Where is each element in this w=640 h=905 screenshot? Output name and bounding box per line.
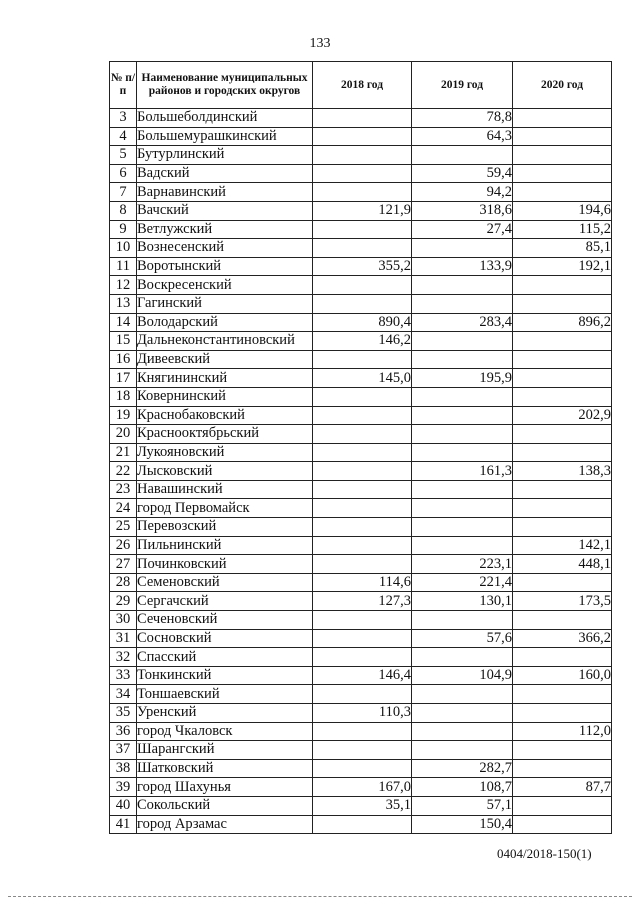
- header-name: Наименование муниципальных районов и городских округов: [137, 62, 313, 109]
- cell-2020: [513, 741, 612, 760]
- cell-name: Ветлужский: [137, 220, 313, 239]
- cell-num: 14: [110, 313, 137, 332]
- table-row: [110, 164, 612, 183]
- cell-2018: [313, 499, 412, 518]
- cell-num: 12: [110, 276, 137, 295]
- header-num: № п/п: [110, 62, 137, 109]
- cell-2020: 112,0: [513, 722, 612, 741]
- cell-2018: [313, 350, 412, 369]
- cell-name: Бутурлинский: [137, 146, 313, 165]
- cell-2020: [513, 294, 612, 313]
- table-row: [110, 480, 612, 499]
- cell-num: 9: [110, 220, 137, 239]
- cell-2020: 160,0: [513, 666, 612, 685]
- cell-num: 34: [110, 685, 137, 704]
- cell-name: Гагинский: [137, 294, 313, 313]
- cell-name: Княгининский: [137, 369, 313, 388]
- table-row: [110, 369, 612, 388]
- cell-2019: [412, 239, 513, 258]
- cell-2019: [412, 480, 513, 499]
- cell-2018: [313, 387, 412, 406]
- cell-num: 6: [110, 164, 137, 183]
- cell-num: 33: [110, 666, 137, 685]
- document-code: 0404/2018-150(1): [497, 846, 592, 861]
- cell-2018: [313, 685, 412, 704]
- cell-2018: [313, 443, 412, 462]
- cell-name: Перевозский: [137, 518, 313, 537]
- cell-2020: [513, 685, 612, 704]
- cell-name: Пильнинский: [137, 536, 313, 555]
- cell-num: 5: [110, 146, 137, 165]
- cell-2018: 121,9: [313, 201, 412, 220]
- cell-2019: 104,9: [412, 666, 513, 685]
- cell-2019: 221,4: [412, 573, 513, 592]
- table-row: [110, 313, 612, 332]
- cell-2020: [513, 387, 612, 406]
- cell-name: Семеновский: [137, 573, 313, 592]
- cell-2020: [513, 518, 612, 537]
- cell-name: Сокольский: [137, 796, 313, 815]
- table-row: [110, 257, 612, 276]
- table-row: [110, 629, 612, 648]
- cell-2020: [513, 146, 612, 165]
- cell-2018: 114,6: [313, 573, 412, 592]
- cell-num: 16: [110, 350, 137, 369]
- table-row: [110, 741, 612, 760]
- cell-name: Лукояновский: [137, 443, 313, 462]
- cell-2019: 161,3: [412, 462, 513, 481]
- cell-2020: [513, 164, 612, 183]
- table-header-row: [110, 62, 612, 109]
- cell-2019: [412, 387, 513, 406]
- cell-2018: 146,2: [313, 332, 412, 351]
- cell-2020: 115,2: [513, 220, 612, 239]
- cell-2019: 27,4: [412, 220, 513, 239]
- cell-2020: [513, 127, 612, 146]
- cell-2018: [313, 127, 412, 146]
- cell-2019: 59,4: [412, 164, 513, 183]
- cell-2018: 355,2: [313, 257, 412, 276]
- cell-num: 17: [110, 369, 137, 388]
- cell-name: город Чкаловск: [137, 722, 313, 741]
- cell-2018: [313, 759, 412, 778]
- table-row: [110, 648, 612, 667]
- cell-name: Сергачский: [137, 592, 313, 611]
- cell-2020: [513, 350, 612, 369]
- cell-2018: [313, 629, 412, 648]
- cell-2019: [412, 443, 513, 462]
- cell-2018: [313, 518, 412, 537]
- cell-2019: 195,9: [412, 369, 513, 388]
- cell-name: Вадский: [137, 164, 313, 183]
- cell-name: Большеболдинский: [137, 109, 313, 128]
- cell-2020: [513, 276, 612, 295]
- cell-2018: 890,4: [313, 313, 412, 332]
- table-row: [110, 518, 612, 537]
- cell-name: Большемурашкинский: [137, 127, 313, 146]
- cell-name: Воскресенский: [137, 276, 313, 295]
- cell-2020: [513, 369, 612, 388]
- cell-2019: 283,4: [412, 313, 513, 332]
- cell-num: 21: [110, 443, 137, 462]
- cell-2020: [513, 759, 612, 778]
- table-row: [110, 592, 612, 611]
- cell-2020: [513, 109, 612, 128]
- cell-2019: [412, 685, 513, 704]
- cell-2019: [412, 406, 513, 425]
- cell-2020: [513, 443, 612, 462]
- cell-2018: 127,3: [313, 592, 412, 611]
- header-2018: 2018 год: [313, 62, 412, 109]
- cell-2020: [513, 611, 612, 630]
- cell-2020: 448,1: [513, 555, 612, 574]
- cell-name: Володарский: [137, 313, 313, 332]
- table-row: [110, 109, 612, 128]
- cell-num: 8: [110, 201, 137, 220]
- cell-num: 28: [110, 573, 137, 592]
- page-number: 133: [309, 36, 331, 51]
- cell-2019: 150,4: [412, 815, 513, 834]
- data-table: [109, 61, 612, 834]
- cell-2018: [313, 220, 412, 239]
- cell-2020: 194,6: [513, 201, 612, 220]
- table-row: [110, 555, 612, 574]
- cell-2019: [412, 611, 513, 630]
- table-row: [110, 666, 612, 685]
- table-row: [110, 573, 612, 592]
- table-row: [110, 146, 612, 165]
- table-row: [110, 406, 612, 425]
- cell-name: Навашинский: [137, 480, 313, 499]
- table-row: [110, 759, 612, 778]
- cell-name: город Арзамас: [137, 815, 313, 834]
- cell-2020: 192,1: [513, 257, 612, 276]
- cell-num: 23: [110, 480, 137, 499]
- cell-name: Починковский: [137, 555, 313, 574]
- cell-2020: 142,1: [513, 536, 612, 555]
- cell-2020: [513, 815, 612, 834]
- cell-2018: [313, 276, 412, 295]
- table-row: [110, 462, 612, 481]
- cell-num: 31: [110, 629, 137, 648]
- cell-num: 30: [110, 611, 137, 630]
- cell-2019: [412, 425, 513, 444]
- cell-num: 36: [110, 722, 137, 741]
- cell-2019: 130,1: [412, 592, 513, 611]
- cell-name: Шарангский: [137, 741, 313, 760]
- cell-name: Тоншаевский: [137, 685, 313, 704]
- cell-num: 13: [110, 294, 137, 313]
- cell-name: Шатковский: [137, 759, 313, 778]
- cell-name: Тонкинский: [137, 666, 313, 685]
- cell-2020: 85,1: [513, 239, 612, 258]
- cell-2019: [412, 648, 513, 667]
- cell-num: 15: [110, 332, 137, 351]
- cell-2019: 108,7: [412, 778, 513, 797]
- cell-2020: [513, 704, 612, 723]
- cell-name: Воротынский: [137, 257, 313, 276]
- table-row: [110, 127, 612, 146]
- cell-num: 19: [110, 406, 137, 425]
- cell-num: 3: [110, 109, 137, 128]
- cell-name: Лысковский: [137, 462, 313, 481]
- cell-2019: [412, 722, 513, 741]
- cell-2018: [313, 555, 412, 574]
- cell-2020: [513, 499, 612, 518]
- cell-2020: 138,3: [513, 462, 612, 481]
- cell-2018: [313, 406, 412, 425]
- cell-2020: [513, 183, 612, 202]
- cell-name: Краснобаковский: [137, 406, 313, 425]
- cell-2019: 57,6: [412, 629, 513, 648]
- cell-num: 25: [110, 518, 137, 537]
- cell-num: 7: [110, 183, 137, 202]
- cell-num: 24: [110, 499, 137, 518]
- cell-2020: 173,5: [513, 592, 612, 611]
- cell-name: Уренский: [137, 704, 313, 723]
- cell-2018: 110,3: [313, 704, 412, 723]
- cell-2019: 94,2: [412, 183, 513, 202]
- table-row: [110, 611, 612, 630]
- cell-2020: [513, 332, 612, 351]
- table-row: [110, 239, 612, 258]
- cell-2018: 35,1: [313, 796, 412, 815]
- cell-name: Дальнеконстантиновский: [137, 332, 313, 351]
- table-row: [110, 685, 612, 704]
- cell-2019: 282,7: [412, 759, 513, 778]
- table-row: [110, 796, 612, 815]
- table-row: [110, 722, 612, 741]
- table-row: [110, 294, 612, 313]
- cell-2020: 87,7: [513, 778, 612, 797]
- table-row: [110, 276, 612, 295]
- cell-2018: [313, 611, 412, 630]
- cell-2018: 145,0: [313, 369, 412, 388]
- cell-num: 27: [110, 555, 137, 574]
- cell-2018: [313, 536, 412, 555]
- cell-2020: [513, 425, 612, 444]
- cell-num: 37: [110, 741, 137, 760]
- header-2019: 2019 год: [412, 62, 513, 109]
- cell-2020: [513, 480, 612, 499]
- cell-2020: [513, 648, 612, 667]
- cell-2019: [412, 704, 513, 723]
- table-row: [110, 704, 612, 723]
- cell-num: 41: [110, 815, 137, 834]
- header-2020: 2020 год: [513, 62, 612, 109]
- cell-name: Варнавинский: [137, 183, 313, 202]
- cell-2018: [313, 425, 412, 444]
- table-row: [110, 778, 612, 797]
- table-row: [110, 350, 612, 369]
- cell-name: Вознесенский: [137, 239, 313, 258]
- cell-2019: [412, 350, 513, 369]
- cell-2020: 366,2: [513, 629, 612, 648]
- table-row: [110, 499, 612, 518]
- scan-edge-line: [8, 896, 632, 897]
- table-row: [110, 332, 612, 351]
- cell-num: 32: [110, 648, 137, 667]
- cell-num: 38: [110, 759, 137, 778]
- cell-2019: [412, 294, 513, 313]
- cell-num: 11: [110, 257, 137, 276]
- cell-2019: 64,3: [412, 127, 513, 146]
- cell-2018: [313, 815, 412, 834]
- cell-num: 39: [110, 778, 137, 797]
- cell-2019: 223,1: [412, 555, 513, 574]
- cell-2019: 318,6: [412, 201, 513, 220]
- cell-2019: [412, 276, 513, 295]
- cell-name: Сеченовский: [137, 611, 313, 630]
- cell-2018: [313, 741, 412, 760]
- cell-2019: [412, 332, 513, 351]
- cell-2019: [412, 499, 513, 518]
- cell-num: 29: [110, 592, 137, 611]
- cell-2018: [313, 146, 412, 165]
- cell-num: 10: [110, 239, 137, 258]
- table-row: [110, 425, 612, 444]
- cell-2018: [313, 109, 412, 128]
- cell-num: 20: [110, 425, 137, 444]
- cell-2020: 202,9: [513, 406, 612, 425]
- cell-2018: [313, 164, 412, 183]
- cell-num: 35: [110, 704, 137, 723]
- cell-2019: [412, 146, 513, 165]
- cell-num: 22: [110, 462, 137, 481]
- cell-num: 40: [110, 796, 137, 815]
- cell-2020: 896,2: [513, 313, 612, 332]
- cell-2019: [412, 741, 513, 760]
- cell-2018: [313, 239, 412, 258]
- cell-2018: 146,4: [313, 666, 412, 685]
- cell-2019: 57,1: [412, 796, 513, 815]
- cell-2020: [513, 796, 612, 815]
- cell-name: Сосновский: [137, 629, 313, 648]
- table-row: [110, 443, 612, 462]
- cell-2019: 133,9: [412, 257, 513, 276]
- table-row: [110, 815, 612, 834]
- cell-2018: [313, 183, 412, 202]
- cell-name: Вачский: [137, 201, 313, 220]
- cell-name: Краснооктябрьский: [137, 425, 313, 444]
- cell-2018: [313, 480, 412, 499]
- cell-num: 4: [110, 127, 137, 146]
- cell-name: город Шахунья: [137, 778, 313, 797]
- cell-2018: [313, 648, 412, 667]
- table-row: [110, 220, 612, 239]
- table-row: [110, 387, 612, 406]
- cell-2018: [313, 294, 412, 313]
- cell-name: Ковернинский: [137, 387, 313, 406]
- cell-2018: 167,0: [313, 778, 412, 797]
- table-row: [110, 183, 612, 202]
- cell-name: Спасский: [137, 648, 313, 667]
- cell-2019: 78,8: [412, 109, 513, 128]
- cell-2019: [412, 518, 513, 537]
- cell-num: 18: [110, 387, 137, 406]
- cell-2018: [313, 722, 412, 741]
- cell-num: 26: [110, 536, 137, 555]
- cell-name: Дивеевский: [137, 350, 313, 369]
- cell-2019: [412, 536, 513, 555]
- cell-name: город Первомайск: [137, 499, 313, 518]
- table-body: [110, 109, 612, 834]
- table-row: [110, 201, 612, 220]
- cell-2020: [513, 573, 612, 592]
- cell-2018: [313, 462, 412, 481]
- table-row: [110, 536, 612, 555]
